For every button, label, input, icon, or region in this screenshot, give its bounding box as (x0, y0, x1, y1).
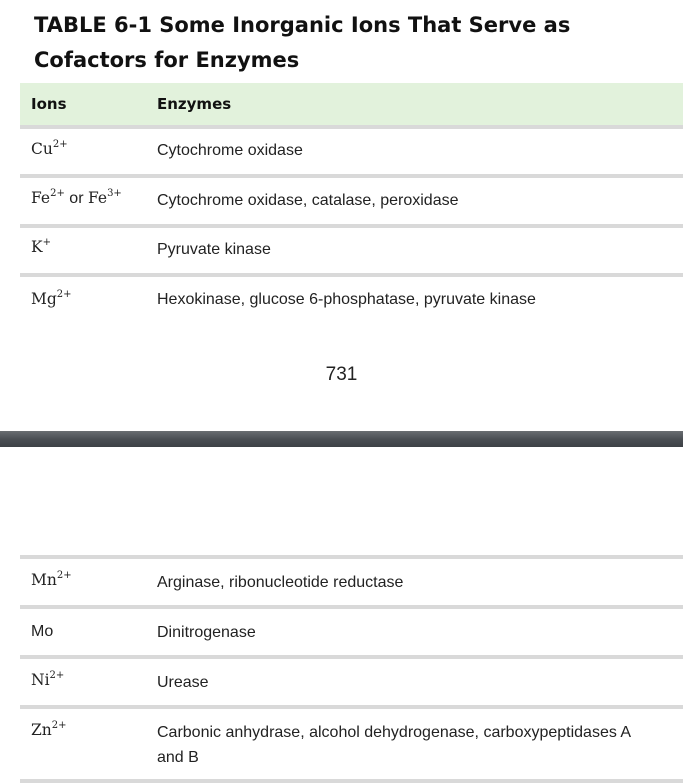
table-row (20, 178, 683, 228)
ion-charge: 2+ (51, 720, 67, 731)
ion-cell (31, 623, 53, 641)
ion-cell (31, 238, 51, 256)
ion-symbol-2: Fe (87, 189, 108, 208)
table-header-row (20, 83, 683, 129)
enzymes-cell: Cytochrome oxidase (157, 142, 303, 159)
table-row (20, 559, 683, 609)
ion-cell (31, 189, 122, 208)
ion-cell (31, 721, 67, 739)
ion-charge-2: 3+ (107, 188, 122, 199)
ion-symbol: Fe (31, 189, 51, 208)
ion-cell (31, 290, 72, 308)
enzymes-cell: Hexokinase, glucose 6-phosphatase, pyruvate kinase (157, 291, 536, 308)
ion-cell (31, 140, 68, 158)
table-row (20, 609, 683, 659)
page-divider (0, 431, 683, 447)
ion-symbol: Zn (31, 721, 52, 740)
enzymes-cell: Carbonic anhydrase, alcohol dehydrogenase, carboxypeptidases A and B (157, 724, 631, 766)
ion-symbol: Ni (31, 671, 50, 690)
ion-symbol: Mn (31, 571, 57, 590)
ion-symbol: Cu (31, 140, 53, 159)
enzymes-cell: Dinitrogenase (157, 624, 256, 641)
ion-symbol: K (31, 238, 43, 257)
table-row (20, 709, 683, 783)
table-row (20, 129, 683, 178)
ion-charge: 2+ (50, 188, 65, 199)
header-enzymes: Enzymes (157, 95, 232, 113)
ion-charge: 2+ (56, 570, 72, 581)
ion-symbol: Mo (31, 623, 54, 640)
ion-cell (31, 571, 72, 589)
ion-charge: 2+ (49, 670, 65, 681)
ion-cell (31, 671, 64, 689)
enzymes-cell: Pyruvate kinase (157, 241, 271, 258)
header-ions: Ions (31, 95, 67, 113)
ion-or: or (64, 190, 88, 208)
ion-symbol: Mg (31, 290, 57, 309)
table-row (20, 228, 683, 277)
enzymes-cell: Arginase, ribonucleotide reductase (157, 574, 404, 591)
table-row (20, 659, 683, 709)
ion-charge: 2+ (52, 139, 68, 150)
enzymes-cell: Urease (157, 674, 209, 691)
enzymes-cell: Cytochrome oxidase, catalase, peroxidase (157, 192, 459, 209)
table-row (20, 277, 683, 322)
ion-charge: + (42, 237, 51, 248)
ion-charge: 2+ (56, 289, 72, 300)
table-title: TABLE 6-1 Some Inorganic Ions That Serve as Cofactors for Enzymes (34, 13, 571, 72)
page-number: 731 (325, 364, 358, 385)
